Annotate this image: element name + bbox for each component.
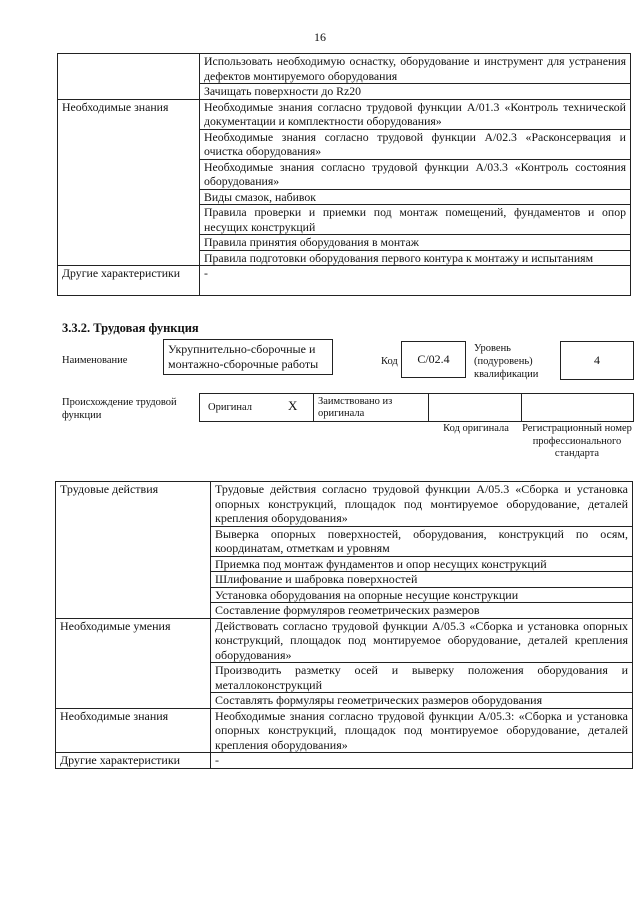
table-cell: -: [211, 753, 633, 769]
original-label: Оригинал: [208, 402, 252, 413]
table-row: [58, 99, 631, 129]
origin-label: Происхождение трудовой функции: [62, 397, 177, 421]
table-row: [56, 708, 633, 753]
table-cell: Составление формуляров геометрических размеров: [211, 603, 633, 619]
code-box: С/02.4: [401, 341, 466, 378]
borrowed-cell: [313, 394, 429, 421]
bottom-requirements-table: [55, 481, 633, 769]
page-number: 16: [314, 30, 326, 44]
row-label: Необходимые знания: [58, 99, 200, 266]
table-cell: Необходимые знания согласно трудовой функции А/05.3: «Сборка и установка опорных конструкций, площадок под монтируемое оборудование, деталей крепления оборудования»: [211, 708, 633, 753]
table-cell: Действовать согласно трудовой функции А/05.3 «Сборка и установка опорных конструкций, площадок под монтируемое оборудование, деталей крепления оборудования»: [211, 618, 633, 663]
table-row: [56, 618, 633, 663]
row-label: Другие характеристики: [56, 753, 211, 769]
code-original-caption: Код оригинала: [443, 423, 509, 434]
table-cell: Трудовые действия согласно трудовой функции А/05.3 «Сборка и установка опорных конструкций, площадок под монтируемое оборудование, деталей крепления оборудования»: [211, 482, 633, 527]
code-original-cell: [428, 394, 522, 421]
code-label: Код: [381, 356, 398, 367]
table-cell: Правила принятия оборудования в монтаж: [200, 235, 631, 251]
section-title: 3.3.2. Трудовая функция: [62, 321, 199, 335]
borrowed-label: Заимствовано из оригинала: [318, 396, 393, 419]
table-row: [58, 54, 631, 84]
row-label: Необходимые знания: [56, 708, 211, 753]
row-label: Другие характеристики: [58, 266, 200, 296]
row-label: [58, 54, 200, 100]
table-row: [56, 753, 633, 769]
reg-number-cell: [521, 394, 633, 421]
table-row: [56, 482, 633, 527]
row-label: Трудовые действия: [56, 482, 211, 619]
level-label: Уровень (подуровень) квалификации: [474, 343, 539, 380]
origin-registry-row: [199, 393, 634, 422]
table-cell: Приемка под монтаж фундаментов и опор несущих конструкций: [211, 556, 633, 572]
function-name-box: Укрупнительно-сборочные и монтажно-сборочные работы: [163, 339, 333, 375]
table-cell: Использовать необходимую оснастку, оборудование и инструмент для устранения дефектов монтируемого оборудования: [200, 54, 631, 84]
table-cell: Необходимые знания согласно трудовой функции А/01.3 «Контроль технической документации и комплектности оборудования»: [200, 99, 631, 129]
table-cell: Необходимые знания согласно трудовой функции А/02.3 «Расконсервация и очистка оборудования»: [200, 129, 631, 159]
row-label: Необходимые умения: [56, 618, 211, 708]
table-cell: Производить разметку осей и выверку положения оборудования и металлоконструкций: [211, 663, 633, 693]
table-cell: Составлять формуляры геометрических размеров оборудования: [211, 693, 633, 709]
reg-number-caption: Регистрационный номер профессионального стандарта: [522, 423, 632, 459]
table-cell: Правила проверки и приемки под монтаж помещений, фундаментов и опор несущих конструкций: [200, 205, 631, 235]
table-cell: Виды смазок, набивок: [200, 189, 631, 205]
top-requirements-table: [57, 53, 631, 296]
level-box: 4: [560, 341, 634, 380]
table-cell: Выверка опорных поверхностей, оборудования, конструкций по осям, координатам, отметкам и уровням: [211, 526, 633, 556]
name-label: Наименование: [62, 355, 128, 366]
table-cell: Правила подготовки оборудования первого контура к монтажу и испытаниям: [200, 250, 631, 266]
table-cell: -: [200, 266, 631, 296]
table-row: [58, 266, 631, 296]
original-mark: X: [288, 398, 298, 413]
table-cell: Шлифование и шабровка поверхностей: [211, 572, 633, 588]
table-cell: Необходимые знания согласно трудовой функции А/03.3 «Контроль состояния оборудования»: [200, 159, 631, 189]
table-cell: Установка оборудования на опорные несущие конструкции: [211, 587, 633, 603]
table-cell: Зачищать поверхности до Rz20: [200, 84, 631, 100]
